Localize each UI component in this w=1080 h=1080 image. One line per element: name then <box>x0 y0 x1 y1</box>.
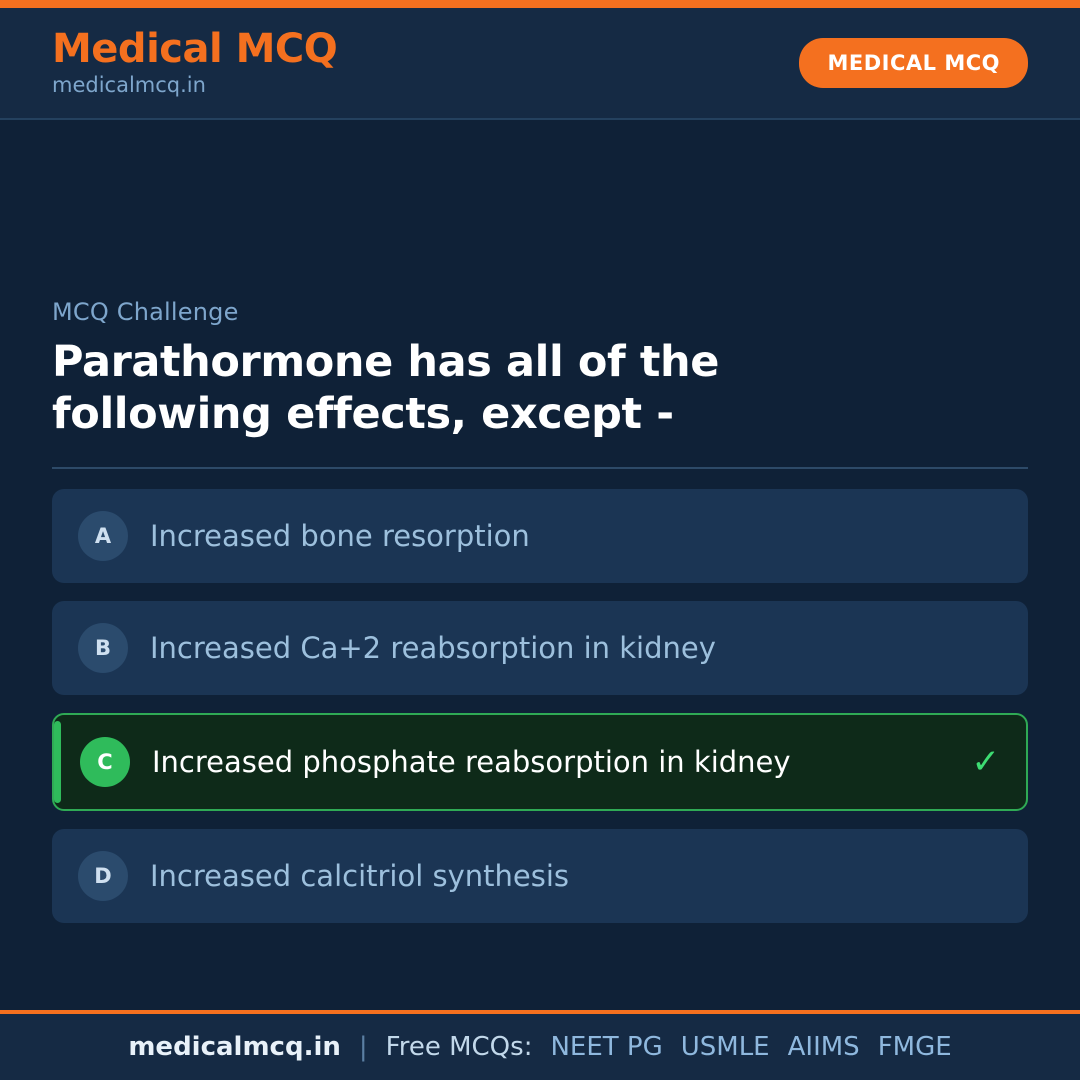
top-accent-bar <box>0 0 1080 8</box>
footer-label: Free MCQs: <box>385 1032 533 1062</box>
question-divider <box>52 467 1028 469</box>
option-text-b: Increased Ca+2 reabsorption in kidney <box>150 630 716 665</box>
footer-exam-fmge: FMGE <box>877 1032 952 1062</box>
brand-pill-badge: MEDICAL MCQ <box>799 38 1028 88</box>
option-row-b[interactable] <box>52 601 1028 695</box>
option-text-d: Increased calcitriol synthesis <box>150 858 570 893</box>
option-row-c[interactable] <box>52 713 1028 811</box>
main-content <box>0 120 1080 1010</box>
footer <box>0 1010 1080 1080</box>
option-badge-d: D <box>78 851 128 901</box>
option-badge-b: B <box>78 623 128 673</box>
option-text-a: Increased bone resorption <box>150 518 530 553</box>
option-text-c: Increased phosphate reabsorption in kidney <box>152 744 791 779</box>
option-badge-c: C <box>80 737 130 787</box>
footer-exam-usmle: USMLE <box>680 1032 770 1062</box>
footer-exam-neetpg: NEET PG <box>550 1032 663 1062</box>
options-list <box>52 489 1028 923</box>
footer-exam-aiims: AIIMS <box>787 1032 860 1062</box>
check-icon: ✓ <box>971 741 1000 782</box>
mcq-block <box>52 298 1028 923</box>
brand-title: Medical MCQ <box>52 26 338 73</box>
option-row-a[interactable] <box>52 489 1028 583</box>
option-badge-a: A <box>78 511 128 561</box>
question-text: Parathormone has all of the following effects, except - <box>52 337 720 440</box>
brand-block <box>52 28 337 97</box>
mcq-eyebrow: MCQ Challenge <box>52 298 239 326</box>
brand-subtitle: medicalmcq.in <box>52 73 206 98</box>
footer-separator: | <box>358 1032 368 1062</box>
header <box>0 8 1080 120</box>
footer-content <box>128 1032 951 1062</box>
footer-site-link[interactable]: medicalmcq.in <box>128 1032 341 1062</box>
option-row-d[interactable] <box>52 829 1028 923</box>
